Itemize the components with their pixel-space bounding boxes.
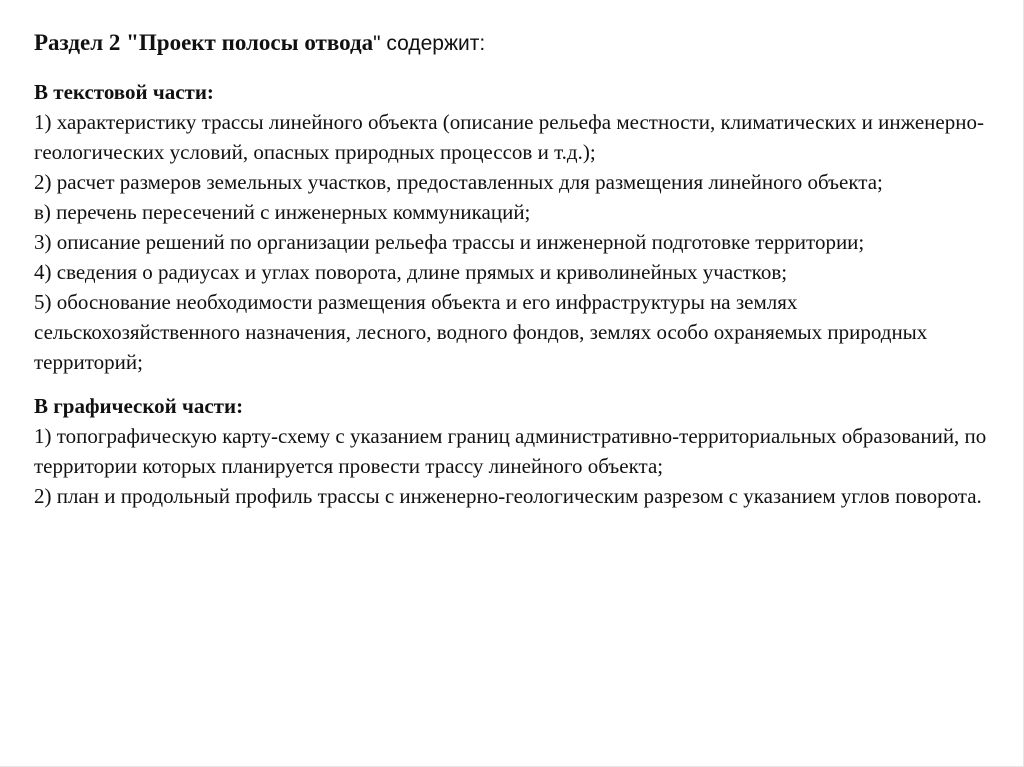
list-item: 4) сведения о радиусах и углах поворота, длине прямых и криволинейных участков; xyxy=(34,260,788,284)
list-item: в) перечень пересечений с инженерных коммуникаций; xyxy=(34,200,531,224)
slide-title-bold: Раздел 2 "Проект полосы отвода xyxy=(34,30,374,55)
list-item: 1) характеристику трассы линейного объекта (описание рельефа местности, климатических и инженерно-геологических условий, опасных природных процессов и т.д.); xyxy=(34,110,984,164)
list-item: 2) план и продольный профиль трассы с инженерно-геологическим разрезом с указанием углов поворота. xyxy=(34,484,982,508)
section-heading: В текстовой части: xyxy=(34,80,214,104)
slide-title-normal: " содержит: xyxy=(373,32,486,55)
list-item: 3) описание решений по организации рельефа трассы и инженерной подготовке территории; xyxy=(34,230,865,254)
section-text-part xyxy=(34,77,994,377)
section-graphic-part xyxy=(34,391,994,511)
section-heading: В графической части: xyxy=(34,394,244,418)
list-item: 1) топографическую карту-схему с указанием границ административно-территориальных образований, по территории которых планируется провести трассу линейного объекта; xyxy=(34,424,987,478)
list-item: 5) обоснование необходимости размещения объекта и его инфраструктуры на землях сельскохозяйственного назначения, лесного, водного фондов, землях особо охраняемых природных территорий; xyxy=(34,290,928,374)
slide-content xyxy=(34,28,994,511)
list-item: 2) расчет размеров земельных участков, предоставленных для размещения линейного объекта; xyxy=(34,170,883,194)
slide-title xyxy=(34,28,994,59)
